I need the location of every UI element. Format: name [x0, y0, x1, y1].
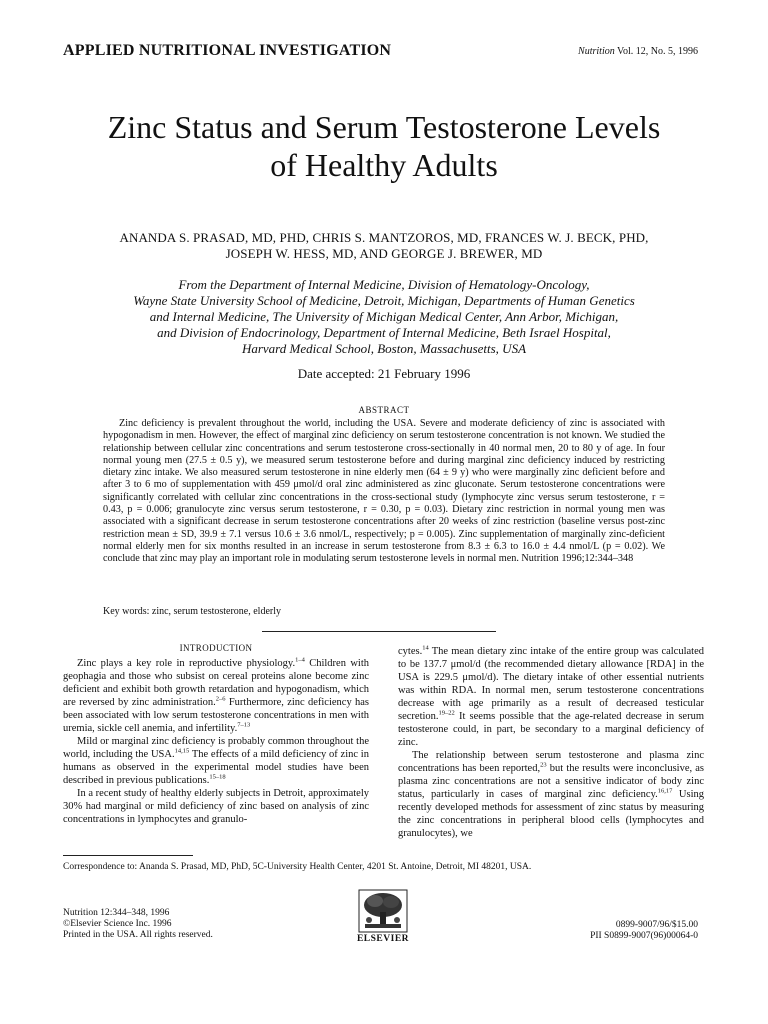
right-paragraph-2	[398, 749, 704, 840]
running-header	[63, 42, 698, 64]
citation-ref: 1–4	[295, 656, 305, 664]
intro-p1-text-b: Children with geophagia and those who subsist on cereal proteins alone become zinc deficient and exhibit both growth retardation and hypogonadism, which are reversed by zinc administration.	[63, 658, 370, 708]
intro-p2-text-b: The effects of a mild deficiency of zinc in humans as observed in the experimental model studies have been described in previous publications.	[63, 749, 369, 786]
issn-price: 0899-9007/96/$15.00	[615, 920, 698, 930]
citation-ref: 16,17	[657, 787, 673, 795]
right-p2-text-c: Using recently developed methods for assessment of zinc status by measuring the zinc concentrations in peripheral blood cells (lymphocytes and granulocytes), we	[398, 789, 704, 839]
citation-line: Nutrition 12:344–348, 1996	[63, 908, 170, 918]
intro-p1-text-c: Furthermore, zinc deficiency has been associated with low serum testosterone concentrations in men with uremia, sickle cell anemia, and infertility.	[63, 697, 369, 734]
title-line-2: of Healthy Adults	[270, 147, 498, 183]
right-p1-text-c: It seems possible that the age-related decrease in serum testosterone could, in part, be secondary to a marginal deficiency of zinc.	[398, 711, 704, 748]
intro-p2-text-a: Mild or marginal zinc deficiency is probably common throughout the world, including the USA.	[63, 736, 369, 760]
introduction-heading: INTRODUCTION	[179, 643, 253, 653]
publication-info	[63, 908, 213, 941]
right-p1-text-a: cytes.	[398, 646, 423, 657]
affiliation-line-1: From the Department of Internal Medicine, Division of Hematology-Oncology,	[178, 277, 590, 292]
citation-ref: 2–6	[215, 695, 226, 703]
keywords: Key words: zinc, serum testosterone, elderly	[103, 606, 282, 617]
intro-p1-text-a: Zinc plays a key role in reproductive physiology.	[77, 658, 296, 669]
journal-issue: Vol. 12, No. 5, 1996	[614, 46, 698, 57]
abstract-heading: ABSTRACT	[358, 405, 410, 415]
affiliation-line-5: Harvard Medical School, Boston, Massachusetts, USA	[241, 341, 527, 356]
affiliation-line-2: Wayne State University School of Medicine, Detroit, Michigan, Departments of Human Genetics	[133, 293, 635, 308]
section-divider	[262, 631, 496, 632]
journal-section-label: APPLIED NUTRITIONAL INVESTIGATION	[63, 42, 392, 59]
pii-line: PII S0899-9007(96)00064-0	[590, 931, 698, 941]
intro-paragraph-1	[63, 657, 369, 735]
authors-line-1: ANANDA S. PRASAD, MD, PHD, CHRIS S. MANTZOROS, MD, FRANCES W. J. BECK, PHD,	[119, 230, 649, 245]
journal-reference	[578, 46, 698, 57]
affiliation	[80, 277, 688, 357]
date-accepted: Date accepted: 21 February 1996	[297, 366, 471, 381]
citation-ref: 14,15	[174, 747, 190, 755]
right-p2-text-a: The relationship between serum testosterone and plasma zinc concentrations has been reported,	[398, 750, 704, 774]
abstract-text: Zinc deficiency is prevalent throughout the world, including the USA. Severe and moderate deficiency of zinc is associated with hypogonadism in men. However, the effect of marginal zinc deficiency on serum testosterone concentration is not known. We studied the relationship between cellular zinc concentrations and serum testosterone cross-sectionally in 40 normal men, 20 to 80 y of age. In four normal young men (27.5 ± 0.5 y), we measured serum testosterone before and during marginal zinc deficiency induced by restricting dietary zinc intake. We also measured serum testosterone in nine elderly men (64 ± 9 y) who were marginally zinc deficient before and after 3 to 6 mo of supplementation with 459 μmol/d oral zinc administered as zinc gluconate. Serum testosterone concentrations were significantly correlated with cellular zinc concentrations in the cross-sectional study (lymphocyte zinc versus serum testosterone, r = 0.43, p = 0.006; granulocyte zinc versus serum testosterone, r = 0.30, p = 0.03). Dietary zinc restriction in normal young men was associated with a significant decrease in serum testosterone concentrations after 20 weeks of zinc restriction (baseline versus post-zinc restriction mean ± SD, 39.9 ± 7.1 versus 10.6 ± 3.6 nmol/L, respectively; p = 0.005). Zinc supplementation of marginally zinc-deficient normal elderly men for six months resulted in an increase in serum testosterone from 8.3 ± 6.3 to 16.0 ± 4.4 nmol/L (p = 0.02). We conclude that zinc may play an important role in modulating serum testosterone levels in normal men. Nutrition 1996;12:344–348	[103, 418, 665, 565]
author-list	[70, 230, 698, 262]
right-p1-text-b: The mean dietary zinc intake of the entire group was calculated to be 137.7 μmol/d (the recommended dietary allowance [RDA] in the USA is 229.5 μmol/d). The dietary intake of other essential nutrients was within RDA. In normal men, serum testosterone concentrations decrease with age primarily as a result of decreased testicular secretion.	[398, 646, 704, 722]
affiliation-line-3: and Internal Medicine, The University of Michigan Medical Center, Ann Arbor, Michigan,	[149, 309, 619, 324]
intro-paragraph-2	[63, 735, 369, 787]
issn-info	[590, 920, 698, 942]
paper-title	[40, 108, 728, 184]
intro-paragraph-3: In a recent study of healthy elderly subjects in Detroit, approximately 30% had marginal or mild deficiency of zinc based on analysis of zinc concentrations in lymphocytes and granulo-	[63, 788, 369, 825]
title-line-1: Zinc Status and Serum Testosterone Levels	[107, 109, 661, 145]
copyright-line: ©Elsevier Science Inc. 1996	[63, 919, 172, 929]
right-column	[398, 645, 704, 840]
right-p2-text-b: but the results were inconclusive, as plasma zinc concentrations are not a sensitive indicator of body zinc status, particularly in cases of marginal zinc deficiency.	[398, 763, 705, 800]
citation-ref: 7–13	[237, 721, 251, 729]
citation-ref: 14	[422, 644, 429, 652]
printed-line: Printed in the USA. All rights reserved.	[63, 930, 213, 940]
authors-line-2: JOSEPH W. HESS, MD, AND GEORGE J. BREWER, MD	[225, 246, 543, 261]
citation-ref: 19–22	[438, 709, 455, 717]
elsevier-logo	[345, 888, 421, 944]
right-paragraph-1	[398, 645, 704, 749]
affiliation-line-4: and Division of Endocrinology, Department of Internal Medicine, Beth Israel Hospital,	[157, 325, 611, 340]
citation-ref: 23	[540, 761, 547, 769]
correspondence-note: Correspondence to: Ananda S. Prasad, MD, PhD, 5C-University Health Center, 4201 St. Antoine, Detroit, MI 48201, USA.	[63, 862, 532, 872]
left-column	[63, 642, 369, 826]
elsevier-tree-icon	[345, 888, 421, 934]
publisher-name: ELSEVIER	[356, 934, 410, 944]
footnote-rule	[63, 855, 193, 856]
journal-name: Nutrition	[578, 46, 615, 57]
citation-ref: 15–18	[209, 773, 226, 781]
